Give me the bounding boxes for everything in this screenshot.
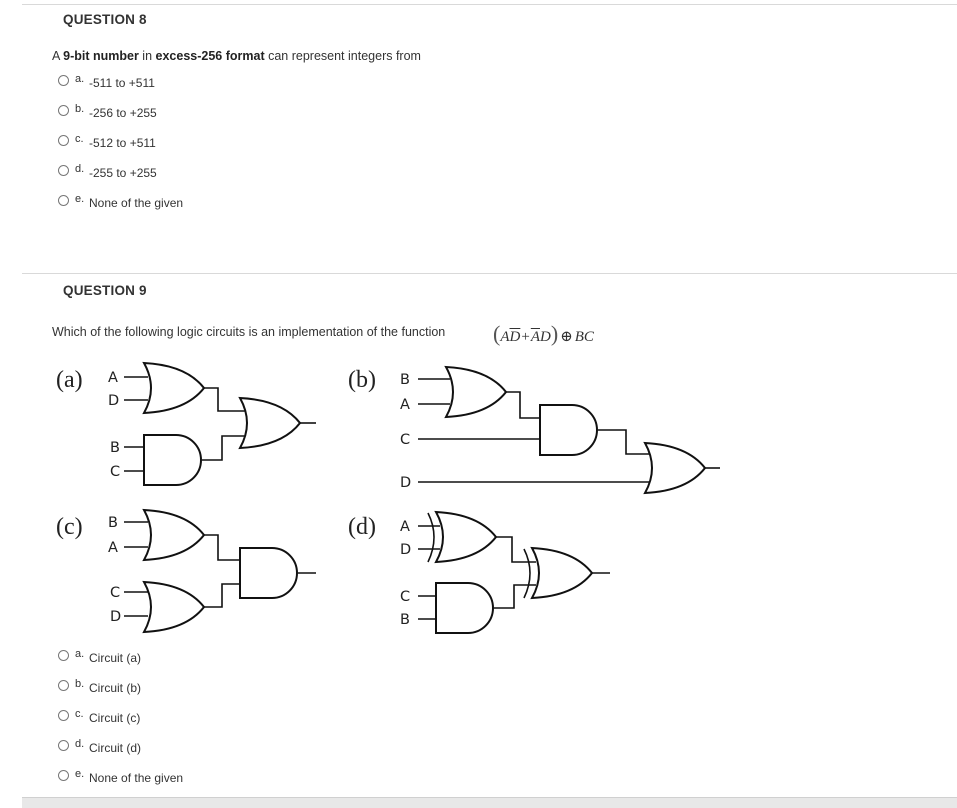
formula-term1-a: A xyxy=(500,329,510,345)
circuit-a-label: (a) xyxy=(56,367,83,393)
formula-close-paren: ) xyxy=(550,321,559,346)
pin-label: D xyxy=(400,475,412,491)
radio-button[interactable] xyxy=(58,740,69,751)
radio-button[interactable] xyxy=(58,135,69,146)
pin-label: D xyxy=(110,609,122,625)
option-letter: c. xyxy=(75,708,84,720)
radio-button[interactable] xyxy=(58,680,69,691)
radio-button[interactable] xyxy=(58,650,69,661)
q9-title: QUESTION 9 xyxy=(63,283,147,298)
pin-label: B xyxy=(110,440,120,456)
pin-label: A xyxy=(108,540,118,556)
formula-open-paren: ( xyxy=(493,321,501,346)
q9-prompt: Which of the following logic circuits is an implementation of the function xyxy=(52,325,446,339)
formula-term2-abar: $\overline{A}$ xyxy=(530,329,540,345)
option-text: -256 to +255 xyxy=(89,106,157,120)
option-letter: b. xyxy=(75,678,85,690)
option-text: Circuit (d) xyxy=(89,741,142,755)
pin-label: A xyxy=(400,519,410,535)
pin-label: B xyxy=(400,372,410,388)
circuit-c xyxy=(124,510,316,632)
pin-label: D xyxy=(108,393,120,409)
circuit-b-label: (b) xyxy=(348,367,376,393)
pin-label: A xyxy=(108,370,118,386)
radio-button[interactable] xyxy=(58,105,69,116)
formula-term2-d: D xyxy=(539,329,551,345)
circuit-d xyxy=(418,512,610,633)
formula-term1-dbar: $\overline{D}$ xyxy=(509,329,521,345)
pin-label: C xyxy=(400,432,411,448)
option-letter: b. xyxy=(75,103,85,115)
circuit-d-label: (d) xyxy=(348,514,376,540)
option-text: Circuit (b) xyxy=(89,681,142,695)
q9-top-divider xyxy=(22,273,957,274)
option-letter: e. xyxy=(75,768,85,780)
option-text: -511 to +511 xyxy=(89,76,155,90)
radio-button[interactable] xyxy=(58,75,69,86)
circuit-b xyxy=(418,367,720,493)
option-letter: d. xyxy=(75,738,85,750)
option-text: -512 to +511 xyxy=(89,136,156,150)
circuit-c-label: (c) xyxy=(56,514,83,540)
formula-xor-symbol: ⊕ xyxy=(560,329,573,345)
q8-prompt-bold-1: 9-bit number xyxy=(63,49,139,63)
circuit-a xyxy=(124,363,316,485)
option-text: Circuit (a) xyxy=(89,651,142,665)
formula-plus: + xyxy=(521,329,530,345)
option-letter: c. xyxy=(75,133,84,145)
option-text: Circuit (c) xyxy=(89,711,141,725)
option-text: -255 to +255 xyxy=(89,166,157,180)
radio-button[interactable] xyxy=(58,770,69,781)
pin-label: B xyxy=(108,515,118,531)
pin-label: B xyxy=(400,612,410,628)
option-text: None of the given xyxy=(89,771,184,785)
q8-prompt-pre: A xyxy=(52,49,64,63)
q8-prompt-post: can represent integers from xyxy=(264,49,421,63)
bottom-panel-edge xyxy=(22,797,957,808)
formula-bc: BC xyxy=(574,329,594,345)
radio-button[interactable] xyxy=(58,165,69,176)
option-letter: a. xyxy=(75,73,85,85)
pin-label: C xyxy=(110,464,121,480)
q8-prompt-mid: in xyxy=(138,49,156,63)
q8-prompt xyxy=(52,49,421,63)
q8-prompt-bold-2: excess-256 format xyxy=(155,49,265,63)
option-letter: a. xyxy=(75,648,85,660)
q9-formula xyxy=(493,321,594,347)
pin-label: C xyxy=(110,585,121,601)
option-letter: d. xyxy=(75,163,85,175)
q8-top-divider xyxy=(22,4,957,5)
radio-button[interactable] xyxy=(58,710,69,721)
q8-title: QUESTION 8 xyxy=(63,12,147,27)
pin-label: D xyxy=(400,542,412,558)
pin-label: A xyxy=(400,397,410,413)
pin-label: C xyxy=(400,589,411,605)
option-letter: e. xyxy=(75,193,85,205)
radio-button[interactable] xyxy=(58,195,69,206)
option-text: None of the given xyxy=(89,196,184,210)
